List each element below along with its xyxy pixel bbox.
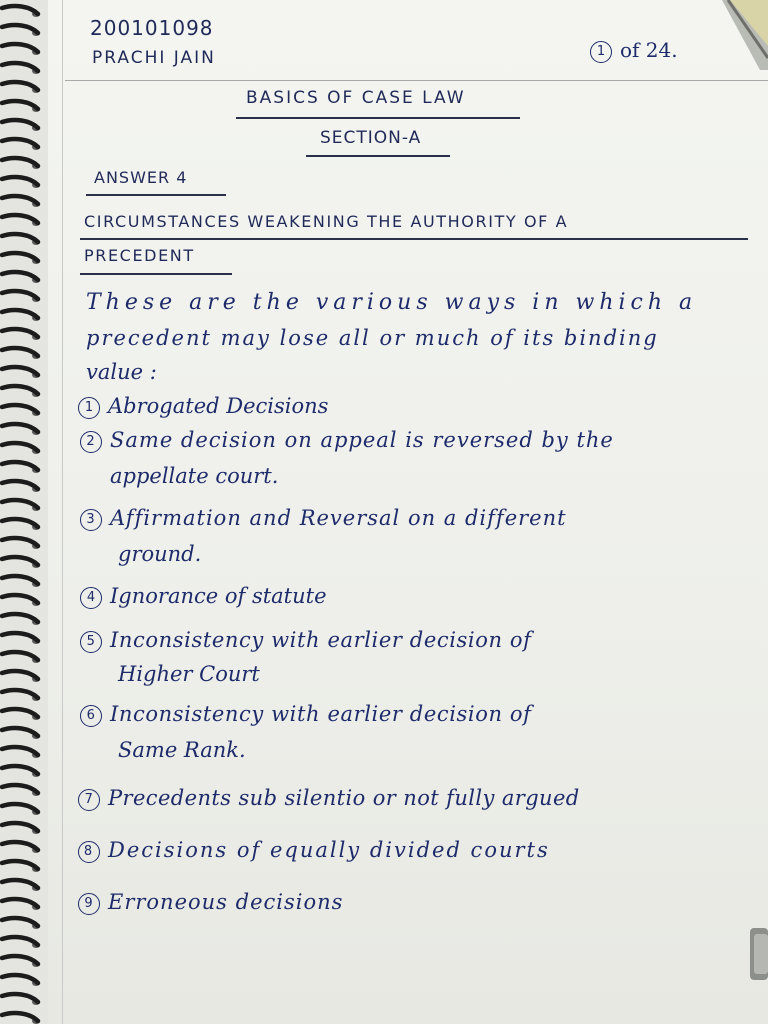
- item-number: 7: [78, 789, 100, 811]
- answer-underline: [86, 194, 226, 196]
- question-underline-2: [80, 273, 232, 275]
- spiral-binding-icon: [0, 0, 48, 1024]
- list-item-3-continued: ground.: [118, 542, 202, 566]
- intro-line-3: value :: [86, 360, 157, 384]
- clip-corner-icon: [744, 924, 768, 984]
- item-text: Abrogated Decisions: [108, 394, 329, 418]
- page-counter: [590, 40, 678, 63]
- item-text: Erroneous decisions: [108, 890, 344, 914]
- item-number: 6: [80, 705, 102, 727]
- item-text: Same decision on appeal is reversed by the: [110, 428, 614, 452]
- list-item-7: [78, 788, 580, 811]
- item-text: Inconsistency with earlier decision of: [110, 702, 532, 726]
- section-heading: SECTION-A: [320, 128, 422, 148]
- item-number: 2: [80, 431, 102, 453]
- header-rule: [65, 80, 768, 81]
- list-item-9: [78, 892, 343, 915]
- item-text: Inconsistency with earlier decision of: [110, 628, 532, 652]
- list-item-6-continued: Same Rank.: [118, 738, 246, 762]
- intro-line-2: precedent may lose all or much of its binding: [86, 326, 659, 350]
- page-counter-total: of 24.: [620, 38, 678, 62]
- roll-number: 200101098: [90, 16, 214, 40]
- page-counter-number: 1: [590, 41, 612, 63]
- page-title: BASICS OF CASE LAW: [246, 88, 466, 108]
- list-item-6: [80, 704, 532, 727]
- item-number: 5: [80, 631, 102, 653]
- list-item-8: [78, 840, 550, 863]
- list-item-3: [80, 508, 567, 531]
- list-item-4: [80, 586, 327, 609]
- item-number: 9: [78, 893, 100, 915]
- margin-line: [62, 0, 63, 1024]
- pen-corner-icon: [708, 0, 768, 70]
- list-item-1: [78, 396, 328, 419]
- item-number: 1: [78, 397, 100, 419]
- answer-label: ANSWER 4: [94, 168, 188, 187]
- item-text: Affirmation and Reversal on a different: [110, 506, 567, 530]
- intro-line-1: These are the various ways in which a: [86, 290, 698, 315]
- list-item-2-continued: appellate court.: [110, 464, 279, 488]
- question-line-1: CIRCUMSTANCES WEAKENING THE AUTHORITY OF A: [84, 212, 569, 231]
- list-item-2: [80, 430, 614, 453]
- list-item-5-continued: Higher Court: [118, 662, 260, 686]
- item-text: Ignorance of statute: [110, 584, 327, 608]
- student-name: PRACHI JAIN: [92, 48, 216, 68]
- list-item-5: [80, 630, 532, 653]
- item-text: Precedents sub silentio or not fully argued: [108, 786, 580, 810]
- item-text: Decisions of equally divided courts: [108, 838, 550, 862]
- item-number: 4: [80, 587, 102, 609]
- question-underline-1: [80, 238, 748, 240]
- question-line-2: PRECEDENT: [84, 246, 195, 265]
- title-underline: [236, 117, 520, 119]
- item-number: 3: [80, 509, 102, 531]
- section-underline: [306, 155, 450, 157]
- item-number: 8: [78, 841, 100, 863]
